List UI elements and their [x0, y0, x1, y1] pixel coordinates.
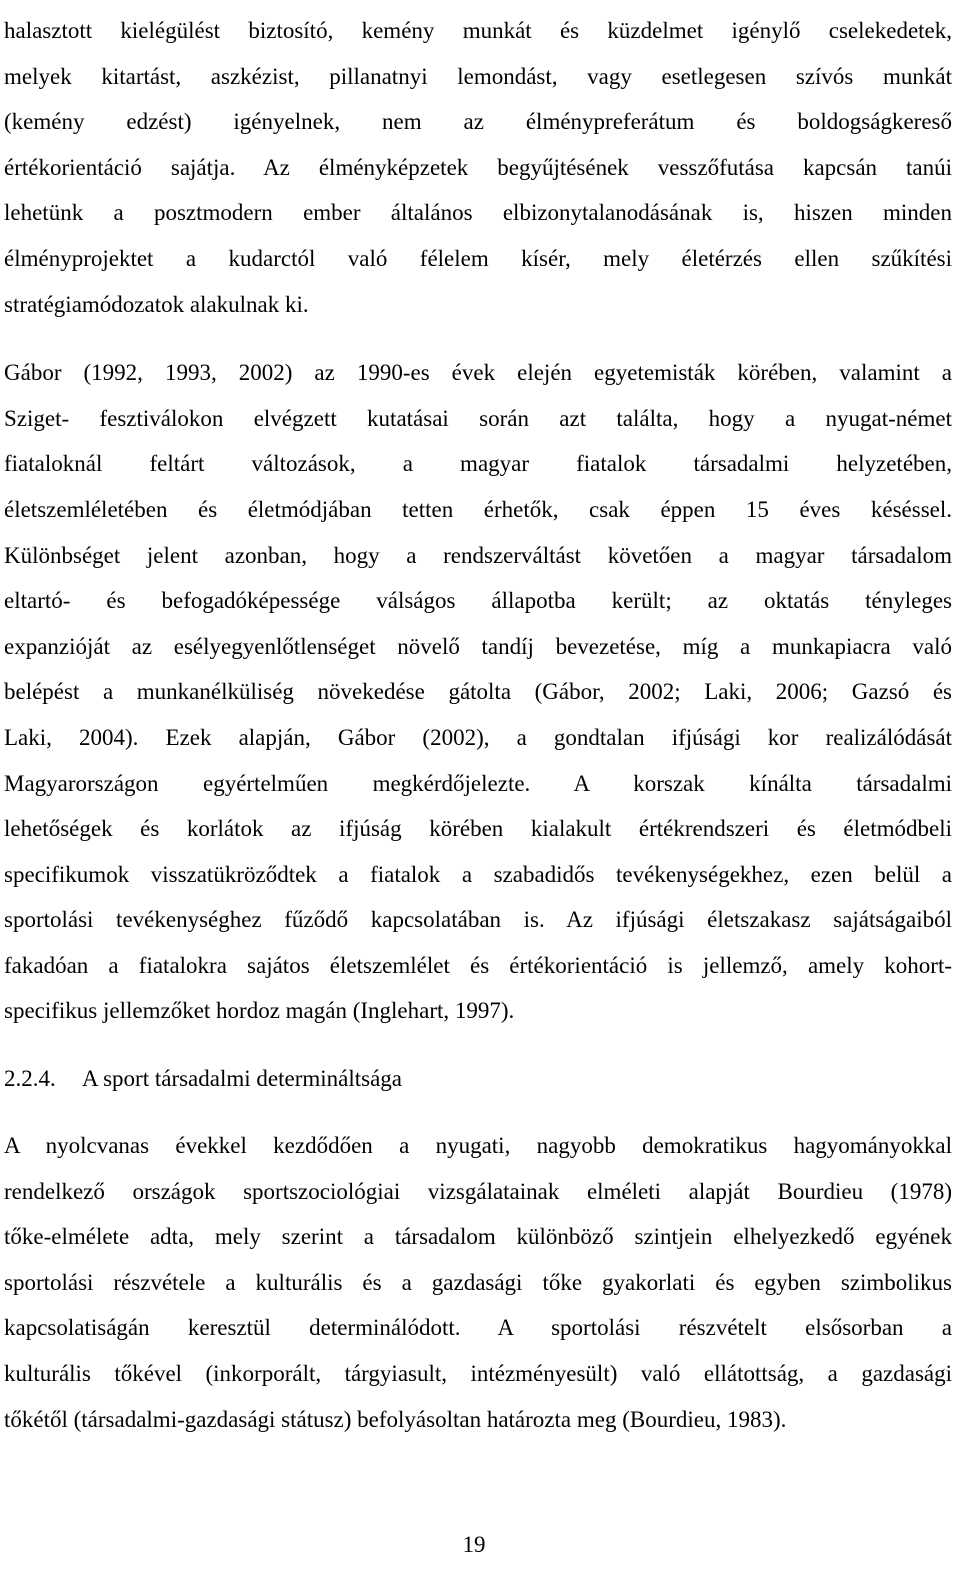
text-line: kapcsolatiságán keresztül determinálódott. A sportolási részvételt elsősorban a — [4, 1315, 952, 1341]
text-line: lehetőségek és korlátok az ifjúság körében kialakult értékrendszeri és életmódbeli — [4, 816, 952, 842]
text-line: A nyolcvanas évekkel kezdődően a nyugati, nagyobb demokratikus hagyományokkal — [4, 1133, 952, 1159]
text-line: specifikus jellemzőket hordoz magán (Inglehart, 1997). — [4, 998, 515, 1024]
text-line: Sziget- fesztiválokon elvégzett kutatásai során azt találta, hogy a nyugat-német — [4, 405, 952, 431]
text-line: rendelkező országok sportszociológiai vizsgálatainak elméleti alapját Bourdieu (1978) — [4, 1178, 952, 1204]
text-line: eltartó- és befogadóképessége válságos állapotba került; az oktatás tényleges — [4, 588, 952, 614]
text-line: fakadóan a fiatalokra sajátos életszemlélet és értékorientáció is jellemző, amely kohort- — [4, 952, 952, 978]
text-line: életszemléletében és életmódjában tetten érhetők, csak éppen 15 éves késéssel. — [4, 496, 952, 522]
text-line: sportolási részvétele a kulturális és a gazdasági tőke gyakorlati és egyben szimbolikus — [4, 1269, 952, 1295]
paragraph-2 — [4, 350, 952, 1034]
text-line: Laki, 2004). Ezek alapján, Gábor (2002), a gondtalan ifjúsági kor realizálódását — [4, 724, 952, 750]
text-line: lehetünk a posztmodern ember általános elbizonytalanodásának is, hiszen minden — [4, 200, 952, 226]
text-line: melyek kitartást, aszkézist, pillanatnyi lemondást, vagy esetlegesen szívós munkát — [4, 63, 952, 89]
text-line: specifikumok visszatükröződtek a fiatalok a szabadidős tevékenységekhez, ezen belül a — [4, 861, 952, 887]
text-line: tőke-elmélete adta, mely szerint a társadalom különböző szintjein elhelyezkedő egyének — [4, 1224, 952, 1250]
text-line: tőkétől (társadalmi-gazdasági státusz) befolyásoltan határozta meg (Bourdieu, 1983). — [4, 1406, 787, 1432]
document-page — [4, 8, 952, 1442]
text-line: stratégiamódozatok alakulnak ki. — [4, 291, 309, 317]
text-line: fiataloknál feltárt változások, a magyar fiatalok társadalmi helyzetében, — [4, 451, 952, 477]
paragraph-3 — [4, 1123, 952, 1442]
text-line: élményprojektet a kudarctól való félelem kísér, mely életérzés ellen szűkítési — [4, 245, 952, 271]
text-line: (kemény edzést) igényelnek, nem az élménypreferátum és boldogságkereső — [4, 109, 952, 135]
text-line: sportolási tevékenységhez fűződő kapcsolatában is. Az ifjúsági életszakasz sajátságaiból — [4, 907, 952, 933]
text-line: kulturális tőkével (inkorporált, tárgyiasult, intézményesült) való ellátottság, a gazdasági — [4, 1361, 952, 1387]
text-line: Különbséget jelent azonban, hogy a rendszerváltást követően a magyar társadalom — [4, 542, 952, 568]
text-line: expanzióját az esélyegyenlőtlenséget növelő tandíj bevezetése, míg a munkapiacra való — [4, 633, 952, 659]
section-heading — [4, 1056, 952, 1101]
page-number: 19 — [462, 1532, 486, 1557]
text-line: halasztott kielégülést biztosító, kemény munkát és küzdelmet igénylő cselekedetek, — [4, 18, 952, 43]
section-number: 2.2.4. — [4, 1066, 56, 1092]
paragraph-1 — [4, 8, 952, 327]
text-line: Gábor (1992, 1993, 2002) az 1990-es évek elején egyetemisták körében, valamint a — [4, 360, 952, 386]
text-line: Magyarországon egyértelműen megkérdőjelezte. A korszak kínálta társadalmi — [4, 770, 952, 796]
text-line: értékorientáció sajátja. Az élményképzetek begyűjtésének vesszőfutása kapcsán tanúi — [4, 154, 952, 180]
text-line: belépést a munkanélküliség növekedése gátolta (Gábor, 2002; Laki, 2006; Gazsó és — [4, 679, 952, 705]
section-title: A sport társadalmi determináltsága — [82, 1066, 402, 1092]
